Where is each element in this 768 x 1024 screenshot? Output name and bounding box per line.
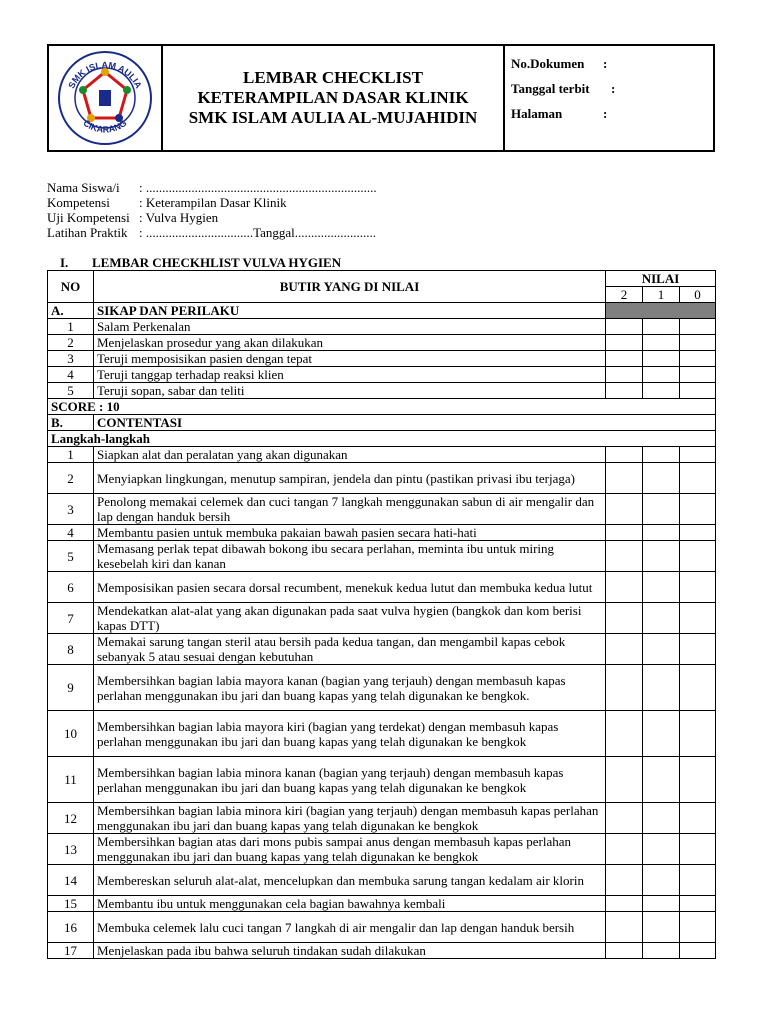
item-number: 9 [48,665,94,711]
item-number: 5 [48,541,94,572]
item-text: Membersihkan bagian atas dari mons pubis sampai anus dengan membasuh kapas perlahan menggunakan ibu jari dan buang kapas yang telah digunakan ke bengkok [94,834,606,865]
item-text: Membantu ibu untuk menggunakan cela bagian bawahnya kembali [94,896,606,912]
title-line-1: LEMBAR CHECKLIST [243,68,423,87]
score-cell[interactable] [606,351,643,367]
item-number: 6 [48,572,94,603]
score-row [48,399,716,415]
score-cell[interactable] [643,367,680,383]
step-row [48,896,716,912]
doc-page-row: Halaman : [511,106,608,121]
score-cell[interactable] [606,757,643,803]
score-cell[interactable] [606,447,643,463]
score-cell[interactable] [680,603,716,634]
score-cell[interactable] [680,896,716,912]
score-cell[interactable] [643,943,680,959]
score-cell[interactable] [643,494,680,525]
score-cell[interactable] [680,803,716,834]
step-row [48,463,716,494]
school-logo [49,46,163,150]
score-cell[interactable] [680,335,716,351]
step-row [48,865,716,896]
score-cell[interactable] [680,351,716,367]
step-row [48,943,716,959]
step-row [48,525,716,541]
score-cell[interactable] [680,541,716,572]
item-text: Menjelaskan prosedur yang akan dilakukan [94,335,606,351]
score-cell[interactable] [643,896,680,912]
item-number: 1 [48,319,94,335]
score-cell[interactable] [606,634,643,665]
attitude-row [48,367,716,383]
item-text: Teruji sopan, sabar dan teliti [94,383,606,399]
student-info [47,180,377,240]
attitude-row [48,383,716,399]
item-text: Membersihkan bagian labia mayora kanan (bagian yang terjauh) dengan membasuh kapas perlahan menggunakan ibu jari dan buang kapas yang telah digunakan ke bengkok. [94,665,606,711]
score-cell[interactable] [643,383,680,399]
item-number: 3 [48,351,94,367]
col-header-no: NO [48,271,94,303]
section-b-row [48,415,716,431]
score-cell[interactable] [680,572,716,603]
item-number: 5 [48,383,94,399]
score-cell[interactable] [606,367,643,383]
item-number: 2 [48,463,94,494]
step-row [48,572,716,603]
item-number: 7 [48,603,94,634]
section-a-title: SIKAP DAN PERILAKU [94,303,606,319]
step-row [48,541,716,572]
title-line-2: KETERAMPILAN DASAR KLINIK [197,88,469,107]
item-number: 14 [48,865,94,896]
steps-label-row [48,431,716,447]
section-heading: I. LEMBAR CHECKHLIST VULVA HYGIEN [60,255,342,270]
score-cell[interactable] [643,572,680,603]
svg-text:SMK ISLAM AULIA: SMK ISLAM AULIA [66,59,144,91]
doc-date-row: Tanggal terbit : [511,81,616,96]
score-cell[interactable] [606,834,643,865]
item-number: 8 [48,634,94,665]
score-cell[interactable] [606,463,643,494]
score-cell[interactable] [606,319,643,335]
step-row [48,494,716,525]
item-number: 17 [48,943,94,959]
score-cell[interactable] [606,912,643,943]
item-text: Membereskan seluruh alat-alat, mencelupkan dan membuka sarung tangan kedalam air klorin [94,865,606,896]
score-cell[interactable] [606,383,643,399]
item-text: Menyiapkan lingkungan, menutup sampiran, jendela dan pintu (pastikan privasi ibu terjaga) [94,463,606,494]
step-row [48,634,716,665]
step-row [48,912,716,943]
info-row-test: Uji Kompetensi : Vulva Hygien [47,210,219,225]
score-cell[interactable] [606,803,643,834]
item-number: 16 [48,912,94,943]
score-cell[interactable] [680,383,716,399]
score-cell[interactable] [643,351,680,367]
score-cell[interactable] [680,494,716,525]
score-cell[interactable] [643,541,680,572]
score-cell[interactable] [680,634,716,665]
steps-label-row-label: Langkah-langkah [48,431,716,447]
section-a-code: A. [48,303,94,319]
score-cell[interactable] [680,665,716,711]
svg-text:CIKARANG: CIKARANG [81,117,129,135]
item-number: 10 [48,711,94,757]
score-col-1: 1 [643,287,680,303]
score-cell[interactable] [680,757,716,803]
step-row [48,757,716,803]
score-cell[interactable] [606,865,643,896]
score-col-0: 0 [680,287,716,303]
col-header-item: BUTIR YANG DI NILAI [94,271,606,303]
score-cell[interactable] [680,525,716,541]
score-col-2: 2 [606,287,643,303]
score-cell[interactable] [606,665,643,711]
score-cell[interactable] [680,865,716,896]
score-cell[interactable] [606,896,643,912]
item-text: Membersihkan bagian labia minora kiri (bagian yang terjauh) dengan membasuh kapas perlahan menggunakan ibu jari dan buang kapas yang telah digunakan ke bengkok [94,803,606,834]
score-cell[interactable] [643,525,680,541]
item-text: Memakai sarung tangan steril atau bersih pada kedua tangan, dan mengambil kapas cebok sebanyak 5 atau sesuai dengan kebutuhan [94,634,606,665]
score-cell[interactable] [606,494,643,525]
score-cell[interactable] [643,803,680,834]
item-text: Memposisikan pasien secara dorsal recumbent, menekuk kedua lutut dan membuka kedua lutut [94,572,606,603]
score-cell[interactable] [643,711,680,757]
score-cell[interactable] [680,912,716,943]
item-number: 13 [48,834,94,865]
info-row-competency: Kompetensi : Keterampilan Dasar Klinik [47,195,287,210]
table-header-row [48,271,716,287]
score-cell[interactable] [680,319,716,335]
score-cell[interactable] [680,463,716,494]
score-row-label: SCORE : 10 [48,399,716,415]
attitude-row [48,351,716,367]
col-header-score: NILAI [606,271,716,287]
item-number: 1 [48,447,94,463]
item-text: Membantu pasien untuk membuka pakaian bawah pasien secara hati-hati [94,525,606,541]
score-cell[interactable] [643,335,680,351]
score-cell[interactable] [680,834,716,865]
score-cell[interactable] [643,603,680,634]
score-cell[interactable] [643,757,680,803]
item-number: 4 [48,525,94,541]
score-cell[interactable] [643,665,680,711]
score-cell[interactable] [606,943,643,959]
section-a-row [48,303,716,319]
step-row [48,803,716,834]
item-text: Membersihkan bagian labia minora kanan (bagian yang terjauh) dengan membasuh kapas perlahan menggunakan ibu jari dan buang kapas yang telah digunakan ke bengkok [94,757,606,803]
item-text: Teruji tanggap terhadap reaksi klien [94,367,606,383]
score-cell[interactable] [643,834,680,865]
item-number: 4 [48,367,94,383]
document-meta [505,46,713,150]
item-number: 2 [48,335,94,351]
info-row-name: Nama Siswa/i : ....................................................................... [47,180,377,195]
score-cell[interactable] [680,943,716,959]
section-b-code: B. [48,415,94,431]
score-cell[interactable] [680,367,716,383]
section-b-title: CONTENTASI [94,415,716,431]
school-logo-emblem [57,50,153,146]
step-row [48,711,716,757]
title-line-3: SMK ISLAM AULIA AL-MUJAHIDIN [188,108,478,127]
item-text: Penolong memakai celemek dan cuci tangan 7 langkah menggunakan sabun di air mengalir dan lap dengan handuk bersih [94,494,606,525]
score-cell[interactable] [606,525,643,541]
score-cell[interactable] [643,912,680,943]
item-number: 3 [48,494,94,525]
item-text: Membuka celemek lalu cuci tangan 7 langkah di air mengalir dan lap dengan handuk bersih [94,912,606,943]
step-row [48,447,716,463]
item-text: Salam Perkenalan [94,319,606,335]
score-cell[interactable] [643,865,680,896]
score-cell[interactable] [606,541,643,572]
document-title [163,46,505,150]
score-cell[interactable] [643,634,680,665]
item-number: 11 [48,757,94,803]
attitude-row [48,319,716,335]
item-text: Mendekatkan alat-alat yang akan digunakan pada saat vulva hygien (bangkok dan kom berisi kapas DTT) [94,603,606,634]
item-text: Siapkan alat dan peralatan yang akan digunakan [94,447,606,463]
score-cell[interactable] [643,319,680,335]
document-header [47,44,715,152]
doc-no-row: No.Dokumen : [511,56,608,71]
score-cell[interactable] [643,447,680,463]
score-cell[interactable] [606,603,643,634]
section-a-shade [606,303,716,319]
item-number: 12 [48,803,94,834]
step-row [48,665,716,711]
checklist-table [47,270,716,959]
score-cell[interactable] [606,335,643,351]
score-cell[interactable] [606,711,643,757]
step-row [48,603,716,634]
item-text: Menjelaskan pada ibu bahwa seluruh tindakan sudah dilakukan [94,943,606,959]
score-cell[interactable] [680,447,716,463]
score-cell[interactable] [643,463,680,494]
step-row [48,834,716,865]
item-number: 15 [48,896,94,912]
info-row-practice: Latihan Praktik : .................................Tanggal......................... [47,225,377,240]
item-text: Teruji memposisikan pasien dengan tepat [94,351,606,367]
attitude-row [48,335,716,351]
score-cell[interactable] [680,711,716,757]
item-text: Memasang perlak tepat dibawah bokong ibu secara perlahan, meminta ibu untuk miring kesebelah kiri dan kanan [94,541,606,572]
score-cell[interactable] [606,572,643,603]
item-text: Membersihkan bagian labia mayora kiri (bagian yang terdekat) dengan membasuh kapas perlahan menggunakan ibu jari dan buang kapas yang telah digunakan ke bengkok [94,711,606,757]
